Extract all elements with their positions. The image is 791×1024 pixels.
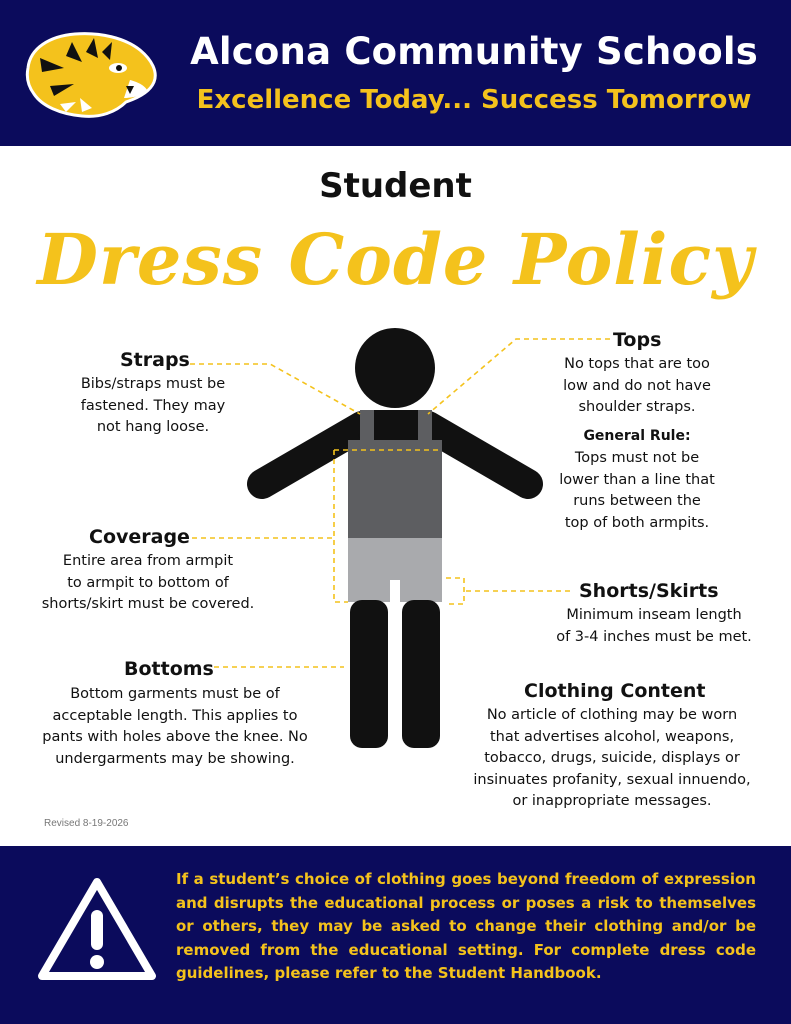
tops-line: low and do not have xyxy=(563,377,711,394)
school-motto: Excellence Today... Success Tomorrow xyxy=(196,85,752,115)
figure-head xyxy=(355,328,435,408)
clothing-content-body xyxy=(462,705,762,813)
straps-title: Straps xyxy=(120,349,190,371)
warning-triangle-icon xyxy=(36,876,158,984)
coverage-title: Coverage xyxy=(89,526,190,548)
general-rule-body xyxy=(530,448,744,534)
revised-date: Revised 8-19-2026 xyxy=(44,818,129,829)
tops-line: shoulder straps. xyxy=(578,399,696,415)
straps-body xyxy=(50,374,256,439)
bottoms-title: Bottoms xyxy=(124,658,214,680)
coverage-line: Entire area from armpit xyxy=(62,553,234,569)
page-title: Dress Code Policy xyxy=(37,218,754,301)
figure-left-arm xyxy=(262,426,362,484)
straps-line: fastened. They may xyxy=(80,397,226,414)
bottoms-line: Bottom garments must be of xyxy=(70,686,280,702)
shorts-body xyxy=(538,605,770,648)
general-rule-line: top of both armpits. xyxy=(564,514,710,531)
bottoms-line: pants with holes above the knee. No xyxy=(42,729,308,745)
straps-line: Bibs/straps must be xyxy=(80,376,226,392)
bottoms-line: undergarments may be showing. xyxy=(55,750,295,767)
clothing-content-line: insinuates profanity, sexual innuendo, xyxy=(473,771,751,788)
title-student: Student xyxy=(319,166,472,206)
coverage-line: shorts/skirt must be covered. xyxy=(41,596,255,612)
general-rule-line: lower than a line that xyxy=(559,471,715,488)
bottoms-body xyxy=(22,684,328,770)
clothing-content-line: No article of clothing may be worn xyxy=(486,707,738,723)
coverage-guide-vertical xyxy=(334,450,348,602)
general-rule-title: General Rule: xyxy=(583,428,691,444)
figure-right-strap xyxy=(418,410,432,444)
coverage-line: to armpit to bottom of xyxy=(67,574,229,591)
shorts-title: Shorts/Skirts xyxy=(579,580,719,602)
figure-left-leg xyxy=(350,600,388,748)
shorts-line: of 3-4 inches must be met. xyxy=(556,628,752,645)
figure-left-strap xyxy=(360,410,374,444)
clothing-content-line: that advertises alcohol, weapons, xyxy=(489,728,735,745)
figure-right-arm xyxy=(428,426,528,484)
tops-title: Tops xyxy=(613,329,662,351)
school-name: Alcona Community Schools xyxy=(190,30,758,73)
clothing-content-title: Clothing Content xyxy=(524,680,706,702)
clothing-content-line: tobacco, drugs, suicide, displays or xyxy=(484,750,740,766)
figure-shorts xyxy=(348,538,442,602)
straps-line: not hang loose. xyxy=(96,419,210,435)
figure-top xyxy=(348,440,442,540)
footer-notice: If a student’s choice of clothing goes beyond freedom of expression and disrupts the educational process or poses a risk to themselves or others, they may be asked to change their clothing and/or be removed from the educational setting. For complete dress code guidelines, please refer to the Student Handbook. xyxy=(176,870,756,982)
tops-body xyxy=(530,354,744,419)
bottoms-line: acceptable length. This applies to xyxy=(52,707,298,724)
general-rule-line: runs between the xyxy=(573,493,701,509)
shorts-line: Minimum inseam length xyxy=(566,607,742,623)
coverage-body xyxy=(20,551,276,616)
tops-line: No tops that are too xyxy=(564,356,710,372)
shorts-guide-bracket xyxy=(446,578,464,604)
figure-right-leg xyxy=(402,600,440,748)
clothing-content-line: or inappropriate messages. xyxy=(512,793,712,809)
general-rule-line: Tops must not be xyxy=(574,450,700,466)
